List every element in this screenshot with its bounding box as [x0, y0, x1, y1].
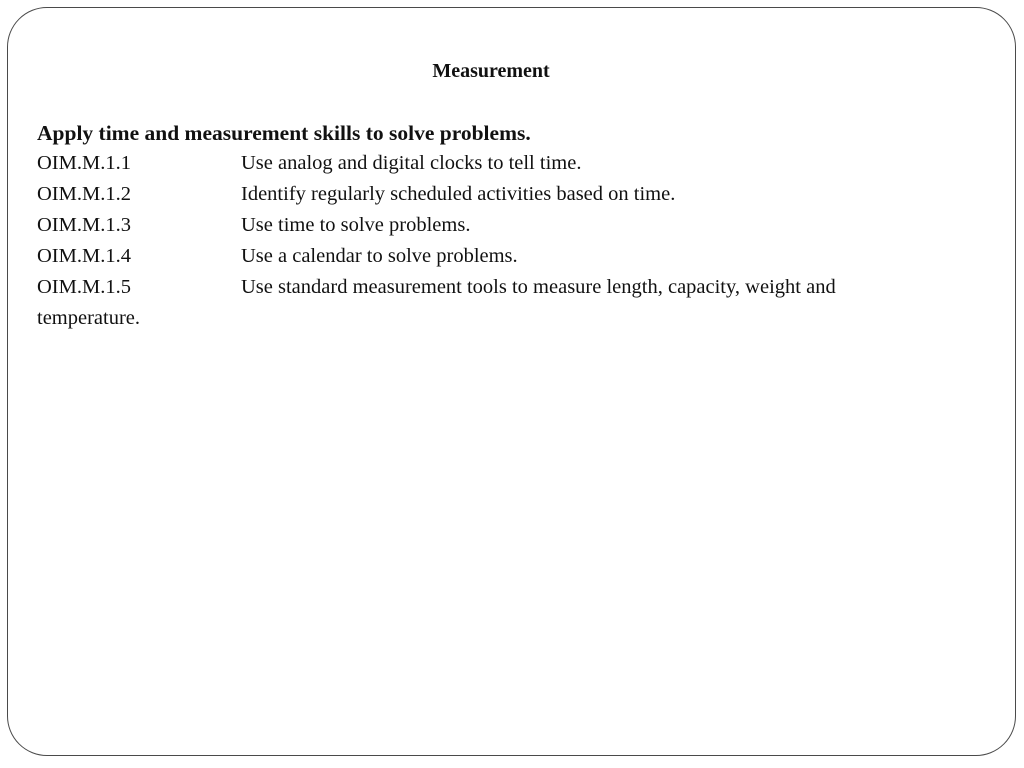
standard-row	[37, 273, 937, 304]
standard-description: Use a calendar to solve problems.	[241, 245, 518, 267]
standard-row	[37, 149, 937, 180]
standard-code: OIM.M.1.2	[37, 183, 131, 205]
standard-code: OIM.M.1.3	[37, 214, 131, 236]
standard-description: Use time to solve problems.	[241, 214, 471, 236]
standard-row	[37, 180, 937, 211]
standard-code: OIM.M.1.1	[37, 152, 131, 174]
section-heading: Apply time and measurement skills to solve problems.	[37, 121, 531, 145]
standard-description: Use standard measurement tools to measure length, capacity, weight and	[241, 276, 836, 298]
standards-list	[37, 149, 937, 304]
standard-row	[37, 211, 937, 242]
standard-code: OIM.M.1.5	[37, 276, 131, 298]
standard-description: Identify regularly scheduled activities based on time.	[241, 183, 676, 205]
standard-row	[37, 242, 937, 273]
standard-description-continuation: temperature.	[37, 307, 141, 329]
standard-code: OIM.M.1.4	[37, 245, 131, 267]
slide-title: Measurement	[432, 60, 550, 82]
standard-description: Use analog and digital clocks to tell time.	[241, 152, 582, 174]
